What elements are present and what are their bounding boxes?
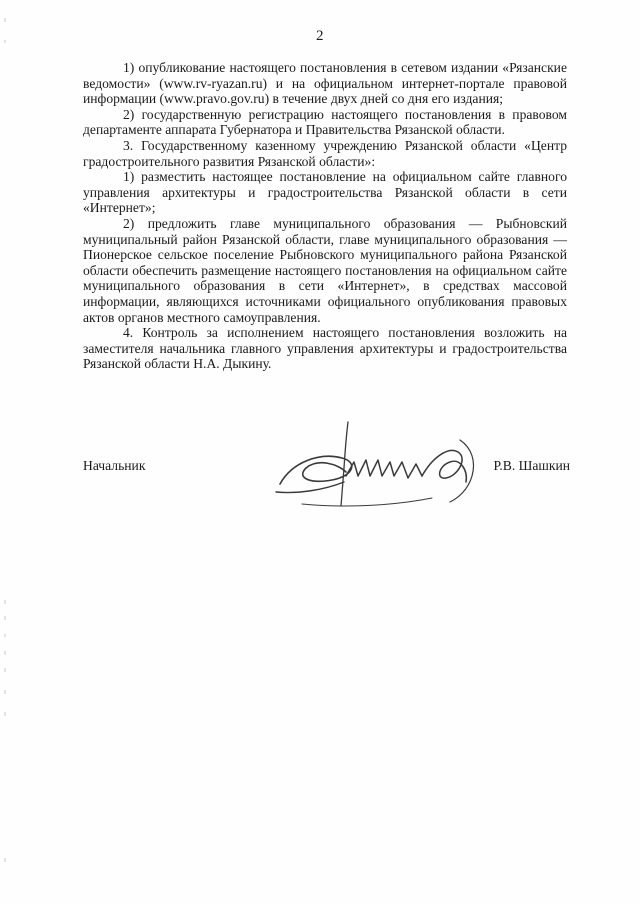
signer-name: Р.В. Шашкин — [493, 458, 570, 473]
signer-title: Начальник — [83, 458, 146, 473]
paragraph-municipal-proposal: 2) предложить главе муниципального образования — Рыбновский муниципальный район Рязанской области, главе муниципального образования — Пионерское сельское поселение Рыбновского муниципального района Рязанской области обеспечить размещение настоящего постановления на официальном сайте муниципального образования в сети «Интернет», в средствах массовой информации, являющихся источниками официального опубликования правовых актов органов местного самоуправления. — [83, 215, 567, 325]
document-body — [83, 60, 567, 372]
paragraph-website-posting: 1) разместить настоящее постановление на официальном сайте главного управления архитектуры и градостроительства Рязанской области в сети «Интернет»; — [83, 169, 567, 216]
paragraph-registration: 2) государственную регистрацию настоящего постановления в правовом департаменте аппарата Губернатора и Правительства Рязанской области. — [83, 106, 567, 138]
page-number: 2 — [316, 28, 324, 44]
scan-margin-marks — [3, 0, 9, 905]
paragraph-publication: 1) опубликование настоящего постановления в сетевом издании «Рязанские ведомости» (www.rv-ryazan.ru) и на официальном интернет-портале правовой информации (www.pravo.gov.ru) в течение двух дней со дня его издания; — [83, 60, 567, 107]
paragraph-institution: 3. Государственному казенному учреждению Рязанской области «Центр градостроительного развития Рязанской области»: — [83, 137, 567, 169]
handwritten-signature — [262, 418, 492, 520]
paragraph-control: 4. Контроль за исполнением настоящего постановления возложить на заместителя начальника главного управления архитектуры и градостроительства Рязанской области Н.А. Дыкину. — [83, 325, 567, 372]
